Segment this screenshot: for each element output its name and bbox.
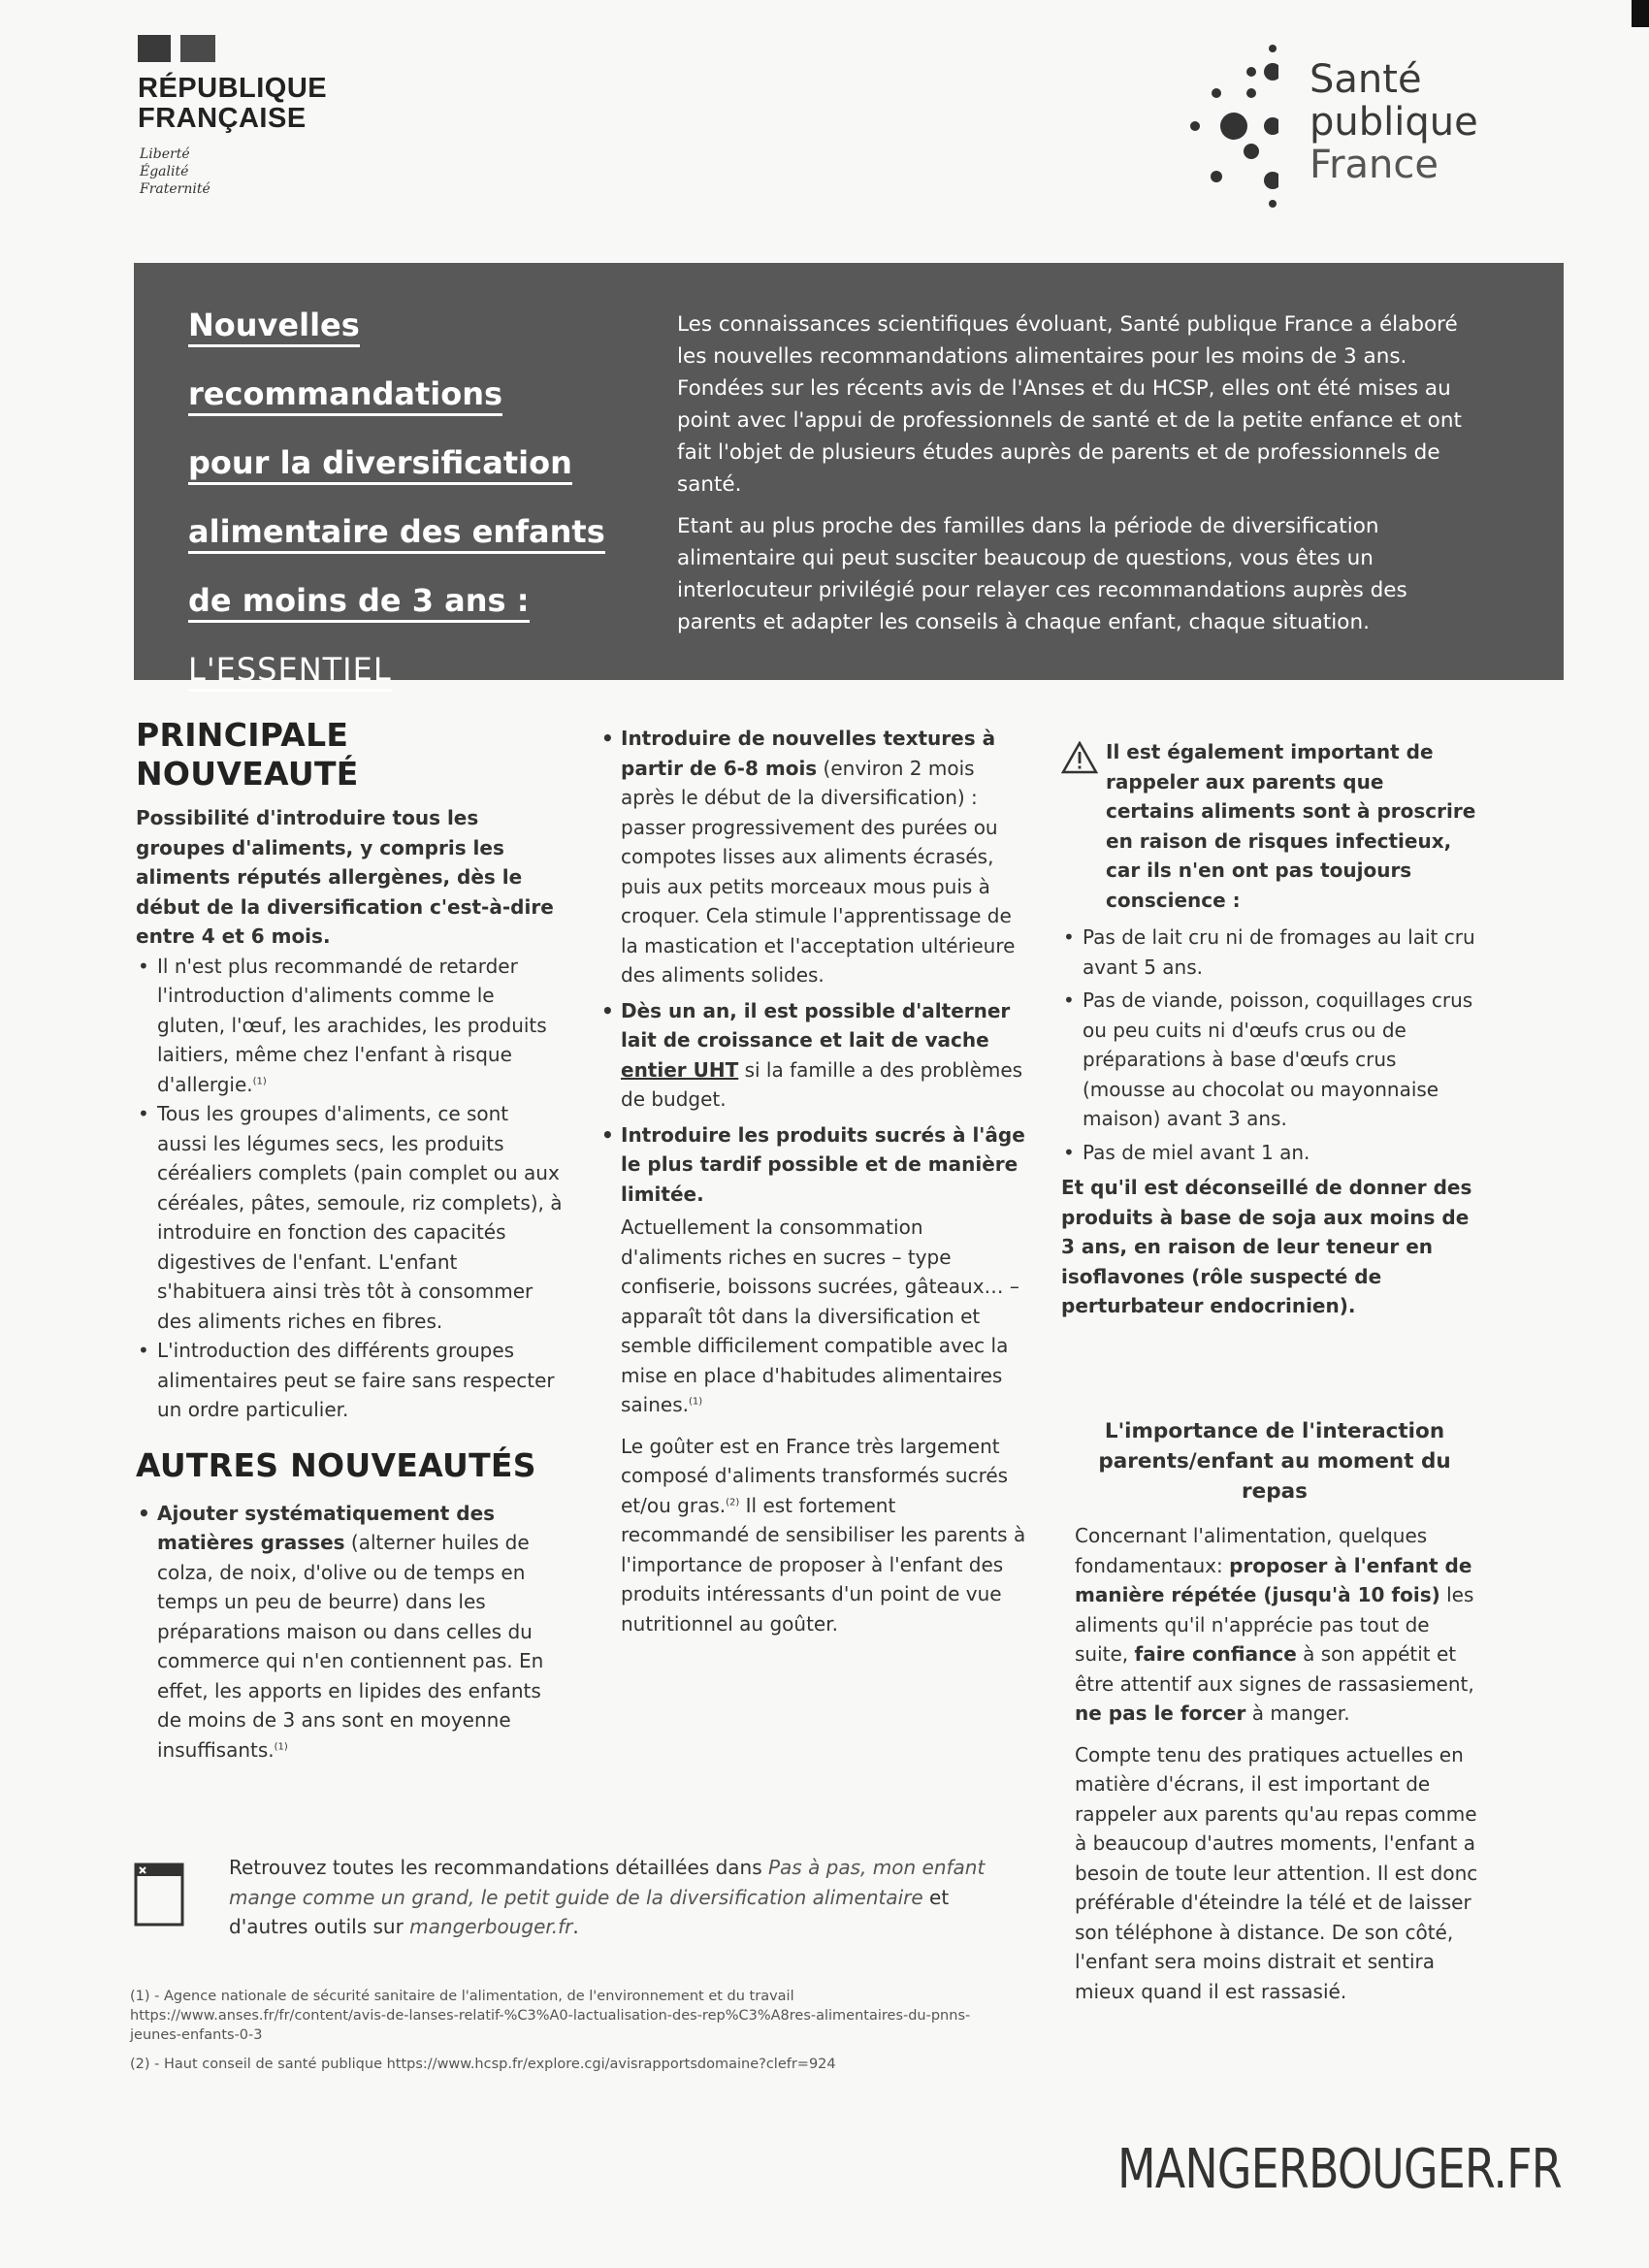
list-item: • Pas de miel avant 1 an. — [1061, 1138, 1478, 1168]
rf-motto — [140, 146, 210, 198]
list-item: • Introduire les produits sucrés à l'âge le plus tardif possible et de manière limitée. — [599, 1120, 1026, 1210]
textures-list — [599, 724, 1026, 1209]
banner-subtitle: L'ESSENTIEL — [188, 650, 392, 692]
heading-principale-nouveaute: PRINCIPALE NOUVEAUTÉ — [136, 716, 359, 793]
title-line-5: de moins de 3 ans : — [188, 581, 530, 623]
list-item: • Dès un an, il est possible d'alterner lait de croissance et lait de vache entier UHT si la famille a des problèmes de budget. — [599, 996, 1026, 1115]
footnotes — [130, 1987, 1003, 2084]
list-item: • Introduire de nouvelles textures à partir de 6-8 mois (environ 2 mois après le début de la diversification) : passer progressivement des purées ou compotes lisses aux aliments écrasés, puis aux petits morceaux mous puis à croquer. Cela stimule l'apprentissage de la mastication et l'acceptation ultérieure des aliments solides. — [599, 724, 1026, 990]
marianne-logo — [138, 35, 215, 62]
footnote-ref: (1) — [689, 1396, 703, 1408]
list-item: • Pas de lait cru ni de fromages au lait cru avant 5 ans. — [1061, 923, 1478, 982]
motto-egalite: Égalité — [140, 164, 189, 179]
gouter-paragraph: Le goûter est en France très largement composé d'aliments transformés sucrés et/ou gras.$^{(2)}$ Il est fortement recommandé de sensibiliser les parents à l'importance de proposer à l'enfant des produits intéressants d'un point de vue nutritionnel au goûter. — [621, 1434, 1026, 1636]
sante-publique-france-logo — [1310, 58, 1478, 186]
interaction-box-title: L'importance de l'interaction parents/enfant au moment du repas — [1098, 1419, 1451, 1504]
soja-warning: Et qu'il est déconseillé de donner des produits à base de soja aux moins de 3 ans, en raison de leur teneur en isoflavones (rôle suspecté de perturbateur endocrinien). — [1061, 1176, 1472, 1317]
principale-intro: Possibilité d'introduire tous les groupes d'aliments, y compris les aliments réputés allergènes, dès le début de la diversification c'est-à-dire entre 4 et 6 mois. — [136, 806, 554, 948]
sucres-paragraph: Actuellement la consommation d'aliments riches en sucres – type confiserie, boissons sucrées, gâteaux… – apparaît tôt dans la diversification et semble difficilement compatible avec la mise en place d'habitudes alimentaires saines.$^{(1)}$ — [621, 1215, 1019, 1416]
resources-note: Retrouvez toutes les recommandations détaillées dans Pas à pas, mon enfant mange comme un grand, le petit guide de la diversification alimentaire et d'autres outils sur mangerbouger.fr. — [229, 1856, 986, 1938]
banner-title — [188, 297, 615, 698]
column-3 — [1061, 741, 1478, 1321]
list-item: • Ajouter systématiquement des matières grasses (alterner huiles de colza, de noix, d'olive ou de temps en temps un peu de beurre) dans les préparations maison ou dans celles du commerce qui n'en contiennent pas. En effet, les apports en lipides des enfants de moins de 3 ans sont en moyenne insuffisants.$^{(1)}$ — [136, 1499, 563, 1766]
banner-paragraph-2: Etant au plus proche des familles dans la période de diversification alimentaire qui peut susciter beaucoup de questions, vous êtes un interlocuteur privilégié pour relayer ces recommandations auprès des parents et adapter les conseils à chaque enfant, chaque situation. — [677, 514, 1407, 634]
spf-line1: Santé — [1310, 57, 1422, 102]
spf-line3: France — [1310, 143, 1439, 187]
principale-list — [136, 952, 563, 1425]
scan-edge — [1632, 0, 1649, 27]
motto-fraternite: Fraternité — [140, 181, 210, 197]
autres-list — [136, 1499, 563, 1766]
spf-dots-logo — [1181, 37, 1278, 211]
interaction-box — [1075, 1521, 1482, 2006]
motto-liberte: Liberté — [140, 146, 190, 162]
spf-line2: publique — [1310, 100, 1478, 145]
footnote-1: (1) - Agence nationale de sécurité sanitaire de l'alimentation, de l'environnement et du travail https://www.anses.fr/fr/content/avis-de-lanses-relatif-%C3%A0-lactualisation-des-rep%C3%A8res-alimentaires-du-pnns-jeunes-enfants-0-3 — [130, 1989, 971, 2043]
warning-text: Il est également important de rappeler aux parents que certains aliments sont à proscrire en raison de risques infectieux, car ils n'en ont pas toujours conscience : — [1106, 740, 1476, 912]
footnote-ref: (1) — [274, 1740, 288, 1752]
republique-francaise-logo — [138, 74, 327, 134]
title-line-2: recommandations — [188, 374, 502, 416]
document-icon — [134, 1863, 184, 1927]
banner-paragraph-1: Les connaissances scientifiques évoluant, Santé publique France a élaboré les nouvelles recommandations alimentaires pour les moins de 3 ans. Fondées sur les récents avis de l'Anses et du HCSP, elles ont été mises au point avec l'appui de professionnels de santé et de la petite enfance et ont fait l'objet de plusieurs études auprès de parents et de professionnels de santé. — [677, 312, 1462, 497]
warning-block — [1061, 741, 1478, 915]
list-item: • L'introduction des différents groupes alimentaires peut se faire sans respecter un ordre particulier. — [136, 1336, 563, 1425]
site-link[interactable]: mangerbouger.fr — [409, 1915, 573, 1938]
rf-line1: RÉPUBLIQUE — [138, 73, 328, 104]
footnote-ref: (2) — [726, 1496, 740, 1507]
rf-line2: FRANÇAISE — [138, 103, 307, 134]
mangerbouger-brand: MANGERBOUGER.FR — [1117, 2138, 1562, 2201]
interaction-paragraph-2: Compte tenu des pratiques actuelles en matière d'écrans, il est important de rappeler aux parents qu'au repas comme à beaucoup d'autres moments, l'enfant a besoin de toute leur attention. Il est donc préférable d'éteindre la télé et de laisser son téléphone à distance. De son côté, l'enfant sera moins distrait et sentira mieux quand il est rassasié. — [1075, 1742, 1478, 2003]
title-line-1: Nouvelles — [188, 306, 360, 347]
title-line-3: pour la diversification — [188, 443, 572, 485]
interaction-paragraph-1: Concernant l'alimentation, quelques fondamentaux: proposer à l'enfant de manière répétée (jusqu'à 10 fois) les aliments qu'il n'apprécie pas tout de suite, faire confiance à son appétit et être attentif aux signes de rassasiement, ne pas le forcer à manger. — [1075, 1524, 1474, 1725]
guide-title: Pas à pas, mon enfant mange comme un grand, le petit guide de la diversification alimentaire — [229, 1856, 986, 1909]
warning-triangle-icon — [1061, 741, 1098, 774]
list-item: • Il n'est plus recommandé de retarder l'introduction d'aliments comme le gluten, l'œuf, les arachides, les produits laitiers, même chez l'enfant à risque d'allergie.$^{(1)}$ — [136, 952, 563, 1100]
footnote-ref: (1) — [252, 1075, 267, 1086]
title-line-4: alimentaire des enfants — [188, 512, 605, 554]
heading-autres-nouveautes: AUTRES NOUVEAUTÉS — [136, 1445, 536, 1484]
list-item: • Pas de viande, poisson, coquillages crus ou peu cuits ni d'œufs crus ou de préparations à base d'œufs crus (mousse au chocolat ou mayonnaise maison) avant 3 ans. — [1061, 986, 1478, 1134]
column-1 — [136, 716, 563, 1765]
banner-intro-text — [677, 308, 1492, 648]
list-item: • Tous les groupes d'aliments, ce sont aussi les légumes secs, les produits céréaliers complets (pain complet ou aux céréales, pâtes, semoule, riz complets), à introduire en fonction des capacités digestives de l'enfant. L'enfant s'habituera ainsi très tôt à consommer des aliments riches en fibres. — [136, 1099, 563, 1336]
footnote-2: (2) - Haut conseil de santé publique https://www.hcsp.fr/explore.cgi/avisrapportsdomaine?clefr=924 — [130, 2057, 836, 2072]
column-2 — [599, 724, 1026, 1638]
proscrire-list — [1061, 923, 1478, 1167]
